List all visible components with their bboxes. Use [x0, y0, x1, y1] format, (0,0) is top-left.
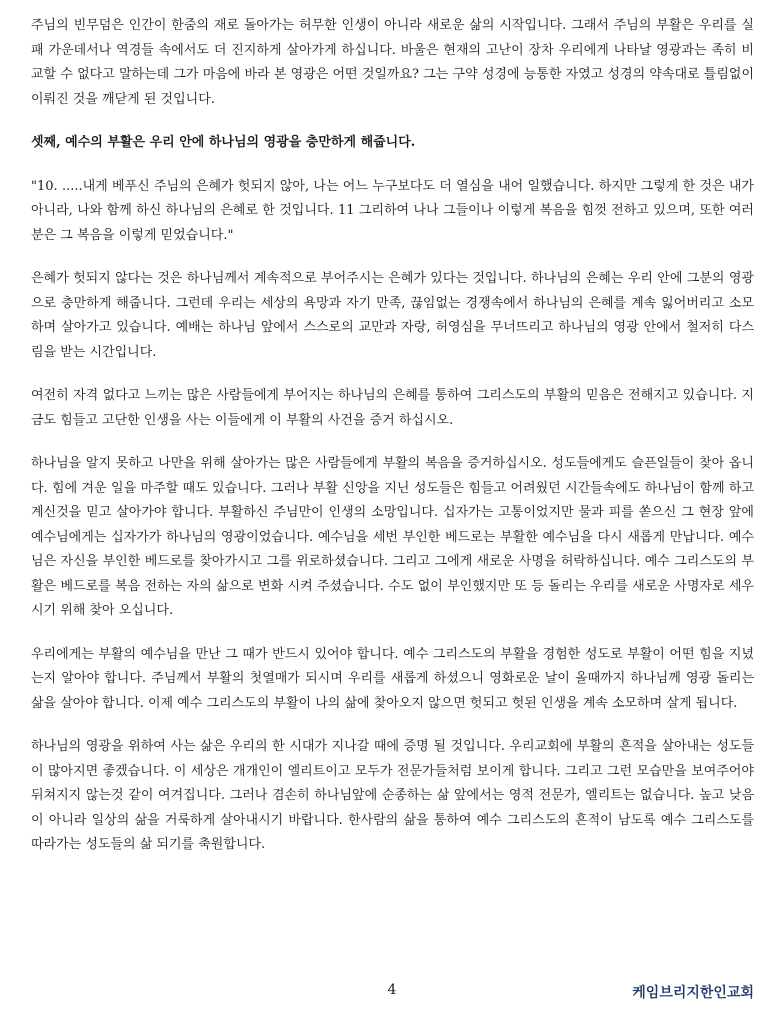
- section-heading-third: 셋째, 예수의 부활은 우리 안에 하나님의 영광을 충만하게 해줍니다.: [31, 135, 416, 150]
- paragraph-blessing: 하나님의 영광을 위하여 사는 삶은 우리의 한 시대가 지나갈 때에 증명 될 것입니다. 우리교회에 부활의 흔적을 살아내는 성도들이 많아지면 좋겠습니다. 이 세상은 개개인이 엘리트이고 모두가 전문가들처럼 보이게 합니다. 그리고 그런 모습만을 보여주어야 뒤쳐지지 않는것 같이 여겨집니다. 그러나 겸손히 하나님앞에 순종하는 삶 앞에서는 영적 전문가, 엘리트는 없습니다. 높고 낮음이 아니라 일상의 삶을 거룩하게 살아내시기 바랍니다. 한사람의 삶을 통하여 예수 그리스도의 흔적이 남도록 예수 그리스도를 따라가는 성도들의 삶 되기를 축원합니다.: [31, 739, 754, 852]
- paragraph-scripture-quote: "10. .....내게 베푸신 주님의 은혜가 헛되지 않아, 나는 어느 누구보다도 더 열심을 내어 일했습니다. 하지만 그렇게 한 것은 내가 아니라, 나와 함께 하신 하나님의 은혜로 한 것입니다. 11 그리하여 나나 그들이나 이렇게 복음을 힘껏 전하고 있으며, 또한 여러분은 그 복음을 이렇게 믿었습니다.": [31, 178, 754, 243]
- paragraph-grace: 은혜가 헛되지 않다는 것은 하나님께서 계속적으로 부어주시는 은혜가 있다는 것입니다. 하나님의 은혜는 우리 안에 그분의 영광으로 충만하게 해줍니다. 그런데 우리는 세상의 욕망과 자기 만족, 끊임없는 경쟁속에서 하나님의 은혜를 계속 잃어버리고 소모하며 살아가고 있습니다. 예배는 하나님 앞에서 스스로의 교만과 자랑, 허영심을 무너뜨리고 하나님의 영광 안에서 철저히 다스림을 받는 시간입니다.: [31, 271, 754, 360]
- paragraph-witness: 하나님을 알지 못하고 나만을 위해 살아가는 많은 사람들에게 부활의 복음을 증거하십시오. 성도들에게도 슬픈일들이 찾아 옵니다. 힘에 겨운 일을 마주할 때도 있습니다. 그러나 부활 신앙을 지닌 성도들은 힘들고 어려웠던 시간들속에도 하나님이 함께 하고 계신것을 믿고 살아가야 합니다. 부활하신 주님만이 인생의 소망입니다. 십자가는 고통이었지만 물과 피를 쏟으신 그 현장 앞에 예수님에게는 십자가가 하나님의 영광이었습니다. 예수님을 세번 부인한 베드로는 부활한 예수님을 다시 새롭게 만납니다. 예수님은 자신을 부인한 베드로를 찾아가시고 그를 위로하셨습니다. 그리고 그에게 새로운 사명을 허락하십니다. 예수 그리스도의 부활은 베드로를 복음 전하는 자의 삶으로 변화 시켜 주셨습니다. 수도 없이 부인했지만 또 등 돌리는 우리를 새로운 사명자로 세우시기 위해 찾아 오십니다.: [31, 456, 754, 618]
- document-body: [31, 14, 754, 877]
- paragraph-empty-tomb: 주님의 빈무덤은 인간이 한줌의 재로 돌아가는 허무한 인생이 아니라 새로운 삶의 시작입니다. 그래서 주님의 부활은 우리를 실패 가운데서나 역경들 속에서도 더 진지하게 살아가게 하십니다. 바울은 현재의 고난이 장차 우리에게 나타날 영광과는 족히 비교할 수 없다고 말하는데 그가 마음에 바라 본 영광은 어떤 것일까요? 그는 구약 성경에 능통한 자였고 성경의 약속대로 틀림없이 이뤄진 것을 깨닫게 된 것입니다.: [31, 18, 754, 107]
- paragraph-encounter: 우리에게는 부활의 예수님을 만난 그 때가 반드시 있어야 합니다. 예수 그리스도의 부활을 경험한 성도로 부활이 어떤 힘을 지녔는지 알아야 합니다. 주님께서 부활의 첫열매가 되시며 우리를 새롭게 하셨으니 영화로운 날이 올때까지 하나님께 영광 돌리는 삶을 살아야 합니다. 이제 예수 그리스도의 부활이 나의 삶에 찾아오지 않으면 헛되고 헛된 인생을 계속 소모하며 살게 됩니다.: [31, 646, 754, 711]
- church-name: 케임브리지한인교회: [632, 985, 754, 1001]
- page-number: 4: [387, 982, 397, 998]
- paragraph-unworthy: 여전히 자격 없다고 느끼는 많은 사람들에게 부어지는 하나님의 은혜를 통하여 그리스도의 부활의 믿음은 전해지고 있습니다. 지금도 힘들고 고단한 인생을 사는 이들에게 이 부활의 사건을 증거 하십시오.: [31, 388, 754, 428]
